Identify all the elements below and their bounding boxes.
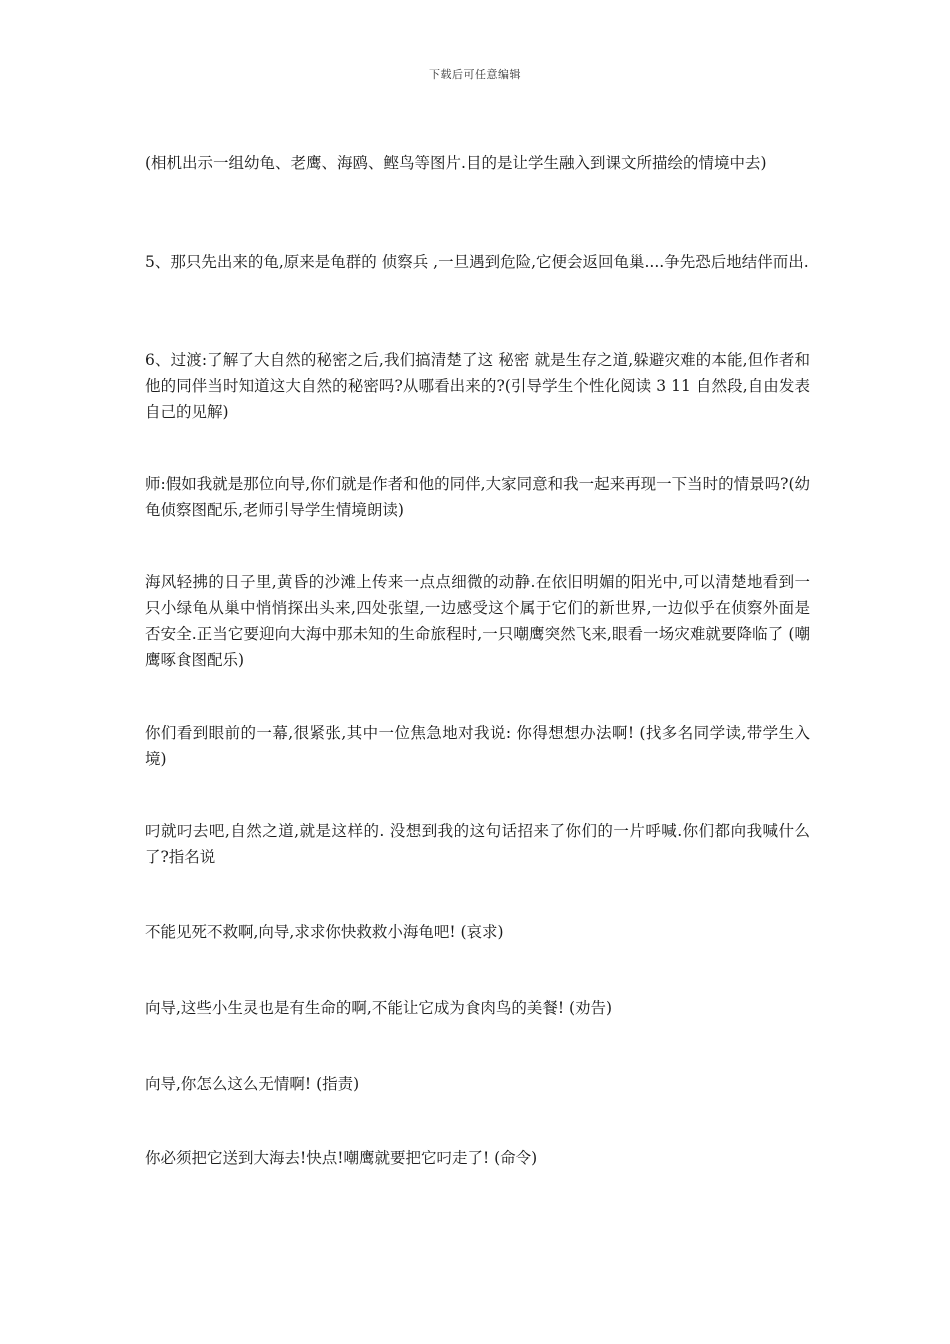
paragraph: 5、那只先出来的龟,原来是龟群的 侦察兵 ,一旦遇到危险,它便会返回龟巢....争先恐后地结伴而出.	[145, 253, 809, 271]
paragraph: 海风轻拂的日子里,黄昏的沙滩上传来一点点细微的动静.在依旧明媚的阳光中,可以清楚地看到一只小绿龟从巢中悄悄探出头来,四处张望,一边感受这个属于它们的新世界,一边似乎在侦察外面是否安全.正当它要迎向大海中那未知的生命旅程时,一只嘲鹰突然飞来,眼看一场灾难就要降临了 (嘲鹰啄食图配乐)	[145, 573, 810, 669]
paragraph: 你们看到眼前的一幕,很紧张,其中一位焦急地对我说: 你得想想办法啊! (找多名同学读,带学生入境)	[145, 724, 810, 768]
paragraph: 师:假如我就是那位向导,你们就是作者和他的同伴,大家同意和我一起来再现一下当时的情景吗?(幼龟侦察图配乐,老师引导学生情境朗读)	[145, 475, 810, 519]
paragraph: 叼就叼去吧,自然之道,就是这样的. 没想到我的这句话招来了你们的一片呼喊.你们都向我喊什么了?指名说	[145, 822, 810, 866]
paragraph: (相机出示一组幼龟、老鹰、海鸥、鲣鸟等图片.目的是让学生融入到课文所描绘的情境中去)	[145, 154, 767, 172]
paragraph: 向导,这些小生灵也是有生命的啊,不能让它成为食肉鸟的美餐! (劝告)	[145, 999, 613, 1017]
paragraph: 向导,你怎么这么无情啊! (指责)	[145, 1075, 360, 1093]
paragraph: 不能见死不救啊,向导,求求你快救救小海龟吧! (哀求)	[145, 923, 504, 941]
paragraph: 你必须把它送到大海去!快点!嘲鹰就要把它叼走了! (命令)	[145, 1149, 538, 1167]
paragraph: 6、过渡:了解了大自然的秘密之后,我们搞清楚了这 秘密 就是生存之道,躲避灾难的本能,但作者和他的同伴当时知道这大自然的秘密吗?从哪看出来的?(引导学生个性化阅读 3 11 自然段,自由发表自己的见解)	[145, 351, 810, 421]
page-header: 下载后可任意编辑	[429, 68, 521, 81]
